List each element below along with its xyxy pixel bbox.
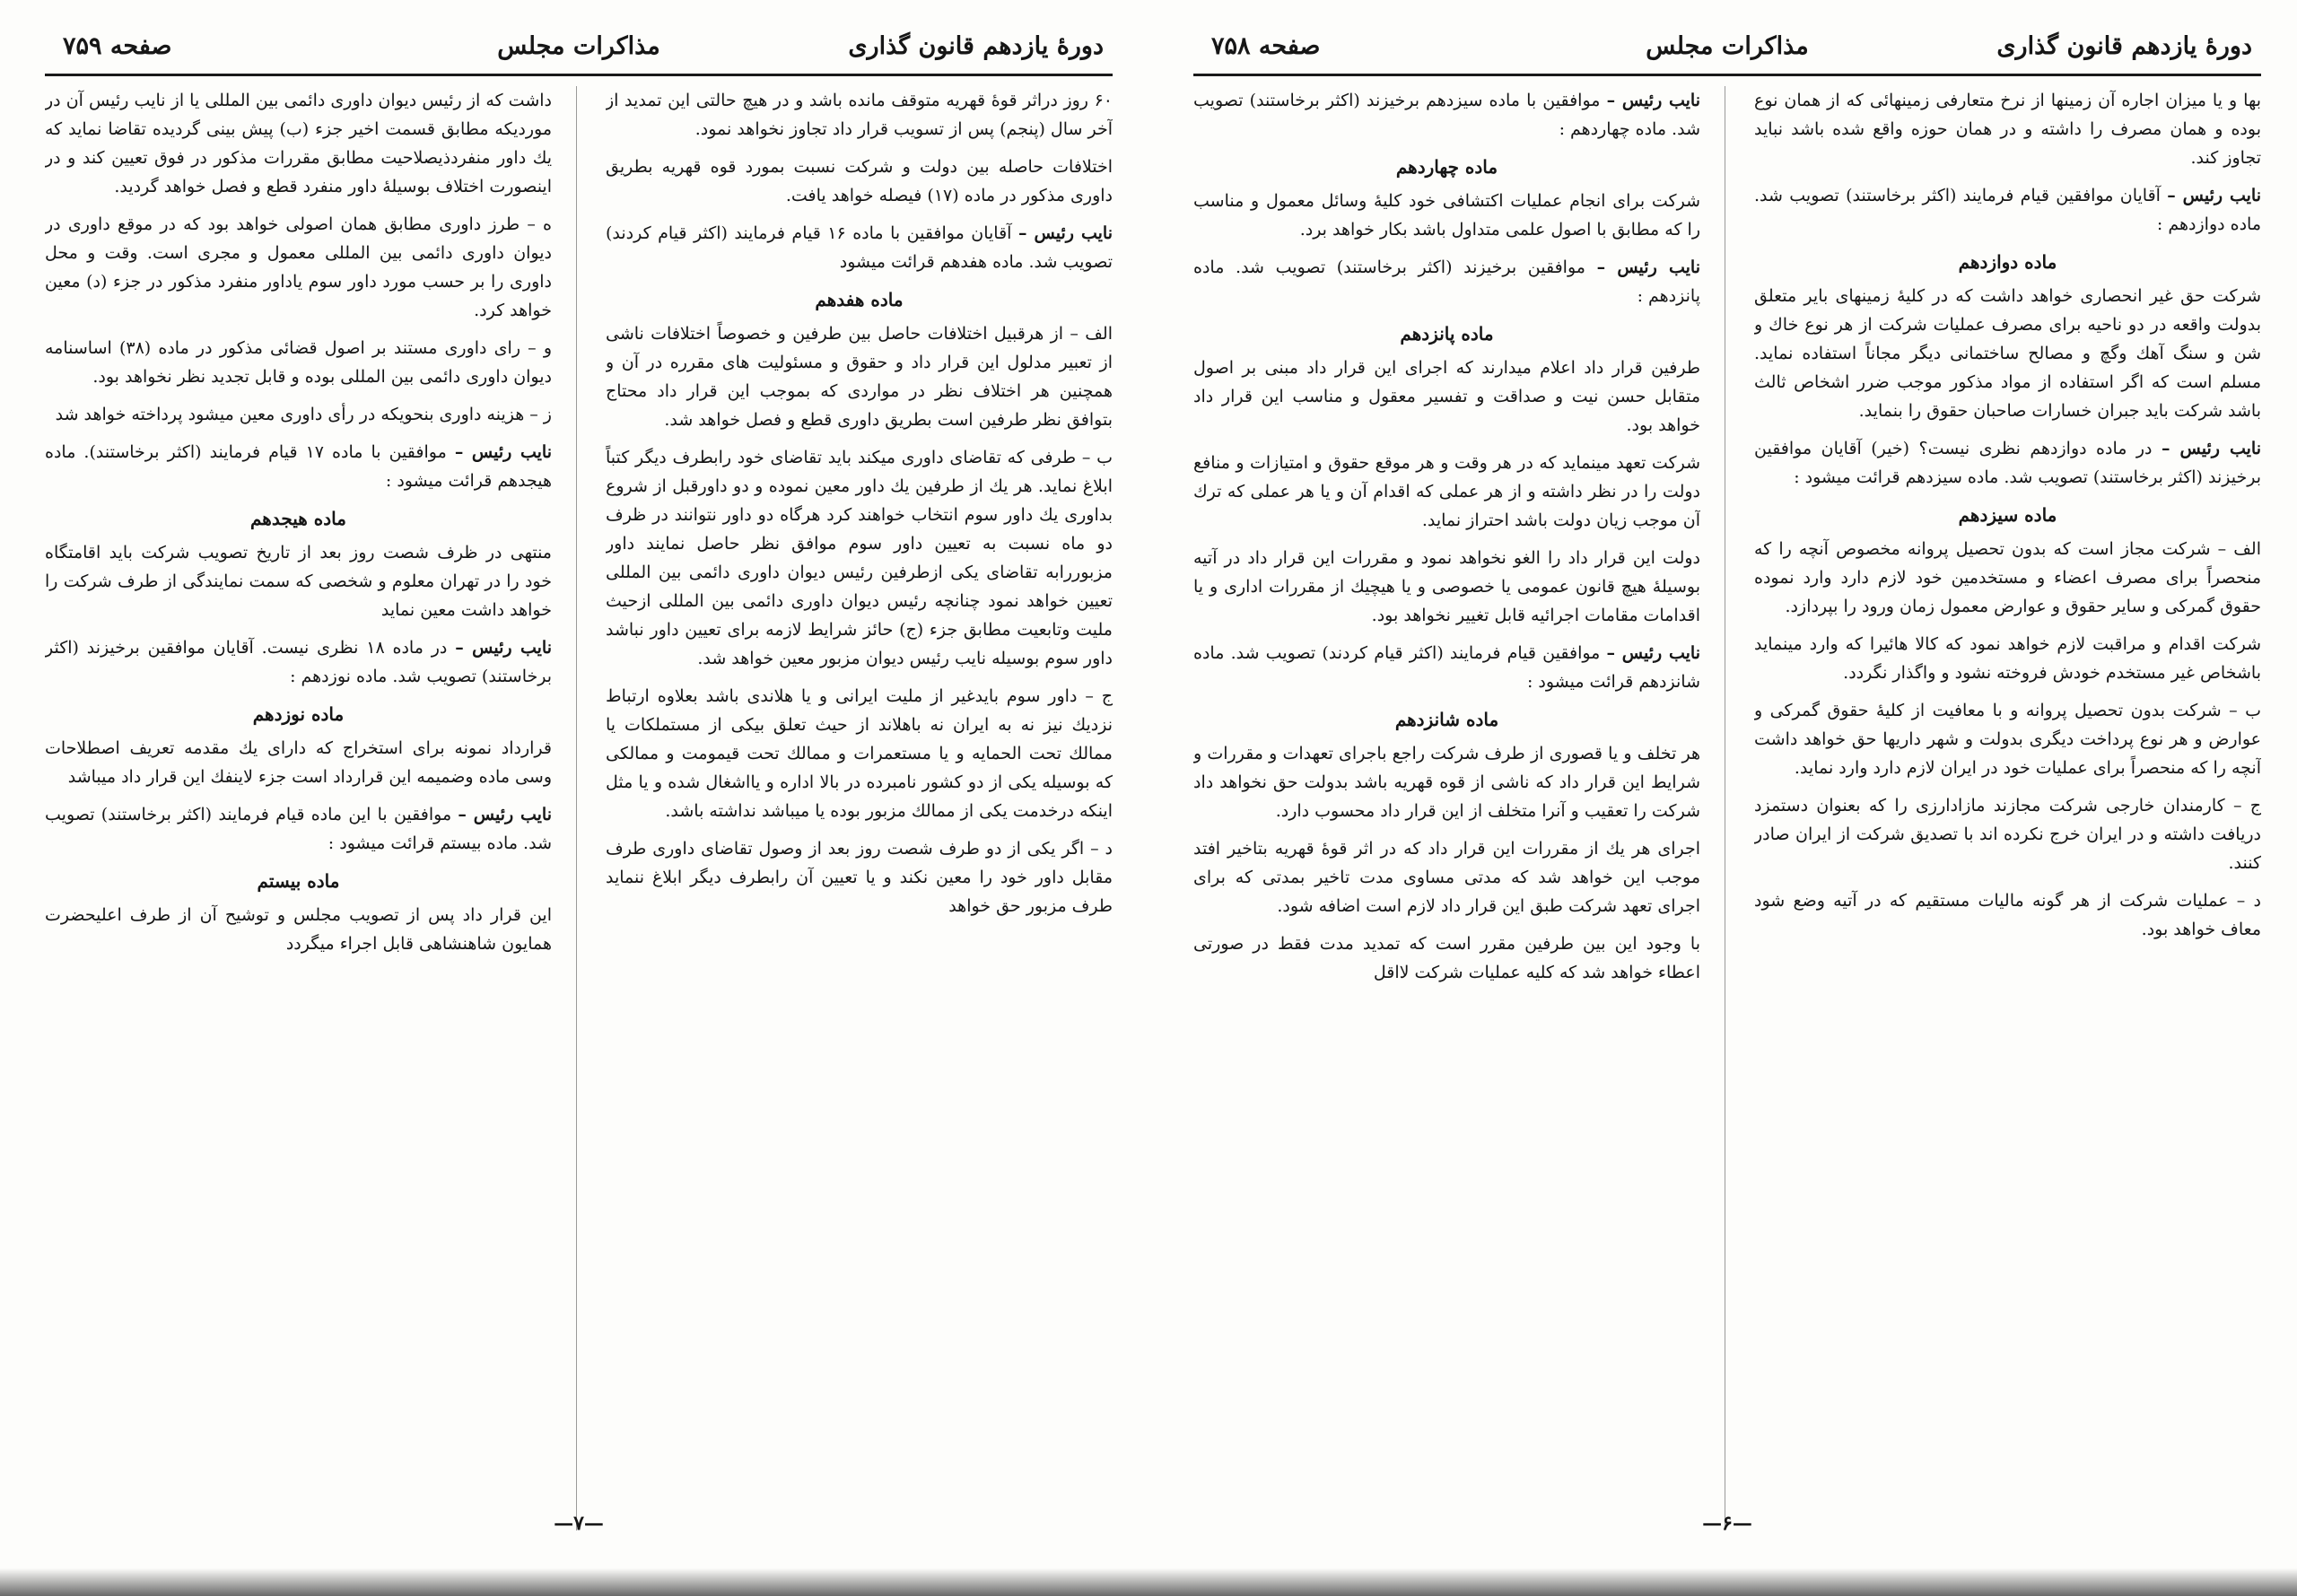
speech-text: موافقین با ماده سیزدهم برخیزند (اکثر برخاستند) تصویب شد. ماده چهاردهم :	[1193, 91, 1700, 139]
speech-text: موافقین با ماده ۱۷ قیام فرمایند (اکثر برخاستند). ماده هیجدهم قرائت میشود :	[45, 442, 552, 491]
body-paragraph: شرکت برای انجام عملیات اکتشافی خود کلیهٔ وسائل معمول و مناسب را که مطابق با اصول علمی متداول باشد بکار خواهد برد.	[1193, 191, 1700, 240]
body-paragraph: قرارداد نمونه برای استخراج که دارای یك مقدمه تعریف اصطلاحات وسی ماده وضمیمه این قرارداد است جزء لاینفك این قرار داد میباشد	[45, 738, 552, 787]
session-title: دورهٔ یازدهم قانون گذاری	[848, 32, 1104, 60]
body-paragraph: ه – طرز داوری مطابق همان اصولی خواهد بود که در موقع داوری در دیوان داوری دائمی بین المللی معمول و مجری است. وقت و محل داوری را بر حسب مورد داور سوم یاداور منفرد مذکور در جزء (د) معین خواهد کرد.	[45, 214, 552, 320]
speaker-paragraph	[606, 219, 1113, 276]
page-header	[45, 27, 1113, 74]
right-page	[1193, 0, 2261, 1596]
body-paragraph: الف – شرکت مجاز است که بدون تحصیل پروانه مخصوص آنچه را که منحصراً برای مصرف اعضاء و مستخدمین خود لازم دارد وارد نموده حقوق گمرکی و سایر حقوق و عوارض معمول زمان ورود را بپردازد.	[1754, 539, 2261, 616]
speaker-name: نایب رئیس –	[454, 442, 552, 462]
body-paragraph: ج – کارمندان خارجی شرکت مجازند مازادارزی را که بعنوان دستمزد دریافت داشته و در ایران خرج نکرده اند با تصدیق شرکت از ایران صادر کنند.	[1754, 796, 2261, 873]
body-paragraph: اجرای هر یك از مقررات این قرار داد که در اثر قوهٔ قهریه بتاخیر افتد موجب این خواهد شد که مدتی مساوی مدت تاخیر بمدتی که برای اجرای تعهد شرکت طبق این قرار داد لازم است اضافه شود.	[1193, 839, 1700, 916]
body-paragraph: این قرار داد پس از تصویب مجلس و توشیح آن از طرف اعلیحضرت همایون شاهنشاهی قابل اجراء میگردد	[45, 905, 552, 954]
page-footer: —۷—	[554, 1512, 604, 1535]
article-heading: ماده دوازدهم	[1958, 251, 2057, 273]
speaker-name: نایب رئیس –	[1606, 91, 1700, 110]
body-paragraph: طرفین قرار داد اعلام میدارند که اجرای این قرار داد مبنی بر اصول متقابل حسن نیت و صداقت و تفسیر معقول و مناسب این قرار داد خواهد بود.	[1193, 358, 1700, 435]
header-rule	[1193, 74, 2261, 76]
article-heading: ماده بیستم	[257, 870, 340, 892]
speaker-paragraph	[45, 800, 552, 858]
article-heading: ماده سیزدهم	[1958, 504, 2057, 526]
speaker-paragraph	[1193, 86, 1700, 144]
speaker-paragraph	[45, 633, 552, 691]
left-page	[45, 0, 1113, 1596]
session-title: دورهٔ یازدهم قانون گذاری	[1996, 32, 2252, 60]
speech-text: موافقین برخیزند (اکثر برخاستند) تصویب شد. ماده پانزدهم :	[1193, 257, 1700, 306]
body-paragraph: با وجود این بین طرفین مقرر است که تمدید مدت فقط در صورتی اعطاء خواهد شد که کلیه عملیات شرکت لااقل	[1193, 934, 1700, 982]
speaker-name: نایب رئیس –	[455, 638, 552, 658]
body-paragraph: ب – شرکت بدون تحصیل پروانه و با معافیت از کلیهٔ حقوق گمرکی و عوارض و هر نوع پرداخت دیگری بدولت و شهر داریها حق خواهد داشت آنچه را که منحصراً برای عملیات خود در ایران لازم دارد وارد نماید.	[1754, 701, 2261, 778]
body-paragraph: ز – هزینه داوری بنحویکه در رأی داوری معین میشود پرداخته خواهد شد	[55, 405, 552, 424]
speaker-name: نایب رئیس –	[1606, 643, 1700, 663]
body-paragraph: شرکت تعهد مینماید که در هر وقت و هر موقع حقوق و امتیازات و منافع دولت را در نظر داشته و از هر عملی که اقدام آن و یا هر عملی که ترك آن موجب زیان دولت باشد احتراز نماید.	[1193, 453, 1700, 530]
speech-text: در ماده دوازدهم نظری نیست؟ (خیر) آقایان موافقین برخیزند (اکثر برخاستند) تصویب شد. ماده سیزدهم قرائت میشود :	[1754, 439, 2261, 487]
article-heading: ماده نوزدهم	[252, 703, 345, 725]
body-paragraph: د – اگر یکی از دو طرف شصت روز بعد از وصول تقاضای داوری طرف مقابل داور خود را معین نکند و یا تعیین آن رابطرف دیگر ابلاغ ننماید طرف مزبور حق خواهد	[606, 839, 1113, 916]
scan-bottom-edge	[0, 1568, 2297, 1596]
article-heading: ماده هیجدهم	[249, 508, 346, 529]
speech-text: در ماده ۱۸ نظری نیست. آقایان موافقین برخیزند (اکثر برخاستند) تصویب شد. ماده نوزدهم :	[45, 638, 552, 686]
speaker-name: نایب رئیس –	[1596, 257, 1700, 277]
speaker-paragraph	[1754, 434, 2261, 492]
body-paragraph: هر تخلف و یا قصوری از طرف شرکت راجع باجرای تعهدات و مقررات و شرایط این قرار داد که ناشی از قوه قهریه باشد بدولت حق نخواهد داد شرکت را تعقیب و آنرا متخلف از این قرار داد محسوب دارد.	[1193, 744, 1700, 821]
body-paragraph: شرکت اقدام و مراقبت لازم خواهد نمود که کالا هائیرا که وارد مینماید باشخاص غیر مستخدم خودش فروخته نشود و واگذار نگردد.	[1754, 634, 2261, 683]
page-footer: —۶—	[1702, 1512, 1752, 1535]
page-number: صفحه ۷۵۹	[63, 32, 172, 60]
article-heading: ماده پانزدهم	[1400, 323, 1494, 344]
column-divider	[576, 86, 577, 1531]
article-heading: ماده هفدهم	[815, 289, 904, 310]
page-header	[1193, 27, 2261, 74]
body-paragraph: ج – داور سوم بایدغیر از ملیت ایرانی و یا هلاندی باشد بعلاوه ارتباط نزدیك نیز نه به ایران نه باهلاند از حیث تعلق بیکی از مستملکات یا ممالك تحت الحمایه و یا مستعمرات و ممالك تحت قیمومت و ممالکی که بوسیله یکی از دو کشور نامبرده در بالا اداره و یااشغال شده و یا مثل اینکه درخدمت یکی از ممالك مزبور بوده یا میباشد نداشته باشد.	[606, 686, 1113, 821]
speaker-paragraph	[1193, 253, 1700, 310]
speech-text: موافقین با این ماده قیام فرمایند (اکثر برخاستند) تصویب شد. ماده بیستم قرائت میشود :	[45, 805, 552, 853]
body-paragraph: ب – طرفی که تقاضای داوری میکند باید تقاضای خود رابطرف دیگر کتباً ابلاغ نماید. هر یك از طرفین یك داور معین نموده و دو داورقبل از شروع بداوری یك داور سوم انتخاب خواهند کرد هرگاه دو داور نتوانند در ظرف دو ماه نسبت به تعیین داور سوم موافق نظر حاصل نمایند داور مزبوررابه تقاضای یکی ازطرفین رئیس دیوان داوری دائمی بین المللی تعیین خواهد نمود چنانچه رئیس دیوان داوری دائمی بین المللی ازحیث ملیت وتابعیت مطابق جزء (ج) حائز شرایط لازمه برای تعیین داور نباشد داور سوم بوسیله نایب رئیس دیوان مزبور معین خواهد شد.	[606, 448, 1113, 668]
speaker-name: نایب رئیس –	[1017, 223, 1113, 243]
body-paragraph: د – عملیات شرکت از هر گونه مالیات مستقیم که در آتیه وضع شود معاف خواهد بود.	[1754, 891, 2261, 939]
body-paragraph: اختلافات حاصله بین دولت و شرکت نسبت بمورد قوه قهریه بطریق داوری مذکور در ماده (۱۷) فیصله خواهد یافت.	[606, 157, 1113, 205]
journal-title: مذاکرات مجلس	[497, 32, 660, 60]
right-column	[1754, 86, 2261, 1531]
speech-text: موافقین قیام فرمایند (اکثر قیام کردند) تصویب شد. ماده شانزدهم قرائت میشود :	[1193, 643, 1700, 692]
speech-text: آقایان موافقین با ماده ۱۶ قیام فرمایند (اکثر قیام کردند) تصویب شد. ماده هفدهم قرائت میشود	[606, 223, 1113, 272]
journal-title: مذاکرات مجلس	[1646, 32, 1809, 60]
body-paragraph: شرکت حق غیر انحصاری خواهد داشت که در کلیهٔ زمینهای بایر متعلق بدولت واقعه در دو ناحیه برای مصرف عملیات شرکت از هر نوع خاك و شن و سنگ آهك وگچ و مصالح ساختمانی دیگر مجاناً استفاده نماید. مسلم است که اگر استفاده از مواد مذکور موجب ضرر اشخاص ثالث باشد شرکت باید جبران خسارات صاحبان حقوق را بنماید.	[1754, 286, 2261, 421]
article-heading: ماده چهاردهم	[1395, 156, 1498, 178]
page-number: صفحه ۷۵۸	[1211, 32, 1321, 60]
body-paragraph: و – رای داوری مستند بر اصول قضائی مذکور در ماده (۳۸) اساسنامه دیوان داوری دائمی بین المللی بوده و قابل تجدید نظر نخواهد بود.	[45, 338, 552, 387]
header-rule	[45, 74, 1113, 76]
speaker-paragraph	[1754, 181, 2261, 239]
body-paragraph: دولت این قرار داد را الغو نخواهد نمود و مقررات این قرار داد در آتیه بوسیلهٔ هیچ قانون عمومی یا خصوصی و یا هیچیك از مقررات اداری و یا اقدامات مقامات اجرائیه قابل تغییر نخواهد بود.	[1193, 548, 1700, 625]
body-paragraph: الف – از هرقبیل اختلافات حاصل بین طرفین و خصوصاً اختلافات ناشی از تعبیر مدلول این قرار داد و حقوق و مسئولیت های مقرره در آن و همچنین هر اختلاف نظر در مواردی که بموجب این قرار داد محتاج بتوافق نظر طرفین است بطریق داوری قطع و فصل خواهد شد.	[606, 324, 1113, 430]
right-column	[606, 86, 1113, 1531]
speaker-paragraph	[45, 438, 552, 495]
body-paragraph: داشت که از رئیس دیوان داوری دائمی بین المللی یا از نایب رئیس آن در موردیکه مطابق قسمت اخیر جزء (ب) پیش بینی گردیده تقاضا نماید که یك داور منفردذیصلاحیت مطابق مقررات مذکور در فوق تعیین کند و در اینصورت اختلاف بوسیلهٔ داور منفرد قطع و فصل خواهد گردید.	[45, 91, 552, 196]
left-column	[45, 86, 552, 1531]
speaker-name: نایب رئیس –	[2161, 439, 2261, 458]
speech-text: آقایان موافقین قیام فرمایند (اکثر برخاستند) تصویب شد. ماده دوازدهم :	[1754, 186, 2261, 234]
article-heading: ماده شانزدهم	[1394, 709, 1499, 730]
speaker-name: نایب رئیس –	[458, 805, 552, 824]
speaker-name: نایب رئیس –	[2167, 186, 2261, 205]
speaker-paragraph	[1193, 639, 1700, 696]
left-column	[1193, 86, 1700, 1531]
body-paragraph: منتهی در ظرف شصت روز بعد از تاریخ تصویب شرکت باید اقامتگاه خود را در تهران معلوم و شخصی که سمت نمایندگی از طرف شرکت را خواهد داشت معین نماید	[45, 543, 552, 620]
body-paragraph: ۶۰ روز دراثر قوهٔ قهریه متوقف مانده باشد و در هیچ حالتی این تمدید از آخر سال (پنجم) پس از تسویب قرار داد تجاوز نخواهد نمود.	[606, 91, 1113, 139]
body-paragraph: بها و یا میزان اجاره آن زمینها از نرخ متعارفی زمینهائی که از همان نوع بوده و همان مصرف را داشته و در همان حوزه واقع شده باشد نباید تجاوز کند.	[1754, 91, 2261, 168]
